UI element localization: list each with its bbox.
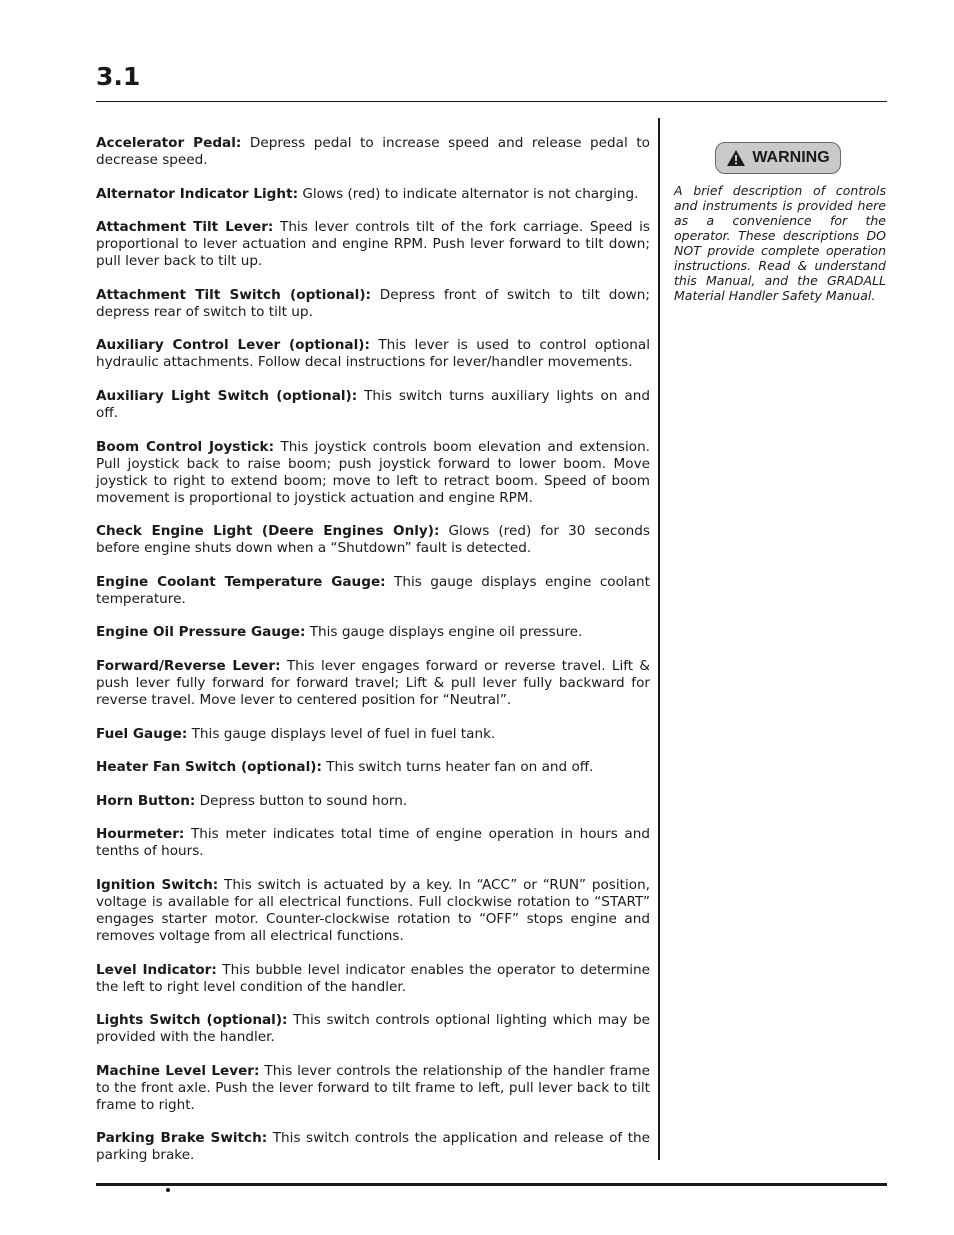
control-entry-boom-control-joystick bbox=[96, 439, 650, 507]
control-term: Auxiliary Light Switch (optional): bbox=[96, 387, 358, 404]
control-desc: Depress button to sound horn. bbox=[199, 792, 408, 809]
control-term: Machine Level Lever: bbox=[96, 1062, 260, 1079]
footer-dot bbox=[166, 1188, 170, 1192]
control-entry-heater-fan-switch bbox=[96, 759, 650, 776]
control-desc: Depress front of switch to tilt down; depress rear of switch to tilt up. bbox=[96, 286, 650, 320]
control-term: Attachment Tilt Switch (optional): bbox=[96, 286, 371, 303]
control-term: Horn Button: bbox=[96, 792, 196, 809]
control-term: Hourmeter: bbox=[96, 826, 185, 843]
control-entry-auxiliary-control-lever bbox=[96, 337, 650, 371]
warning-triangle-icon bbox=[726, 149, 746, 167]
control-term: Lights Switch (optional): bbox=[96, 1012, 288, 1029]
control-term: Boom Control Joystick: bbox=[96, 438, 275, 455]
control-term: Ignition Switch: bbox=[96, 876, 219, 893]
header-rule bbox=[96, 101, 887, 102]
warning-label: WARNING bbox=[752, 149, 830, 166]
control-entry-auxiliary-light-switch bbox=[96, 388, 650, 422]
control-term: Attachment Tilt Lever: bbox=[96, 219, 274, 236]
control-term: Alternator Indicator Light: bbox=[96, 185, 299, 202]
control-desc: This switch turns heater fan on and off. bbox=[326, 759, 594, 776]
control-desc: This switch turns auxiliary lights on and off. bbox=[96, 387, 650, 421]
control-term: Heater Fan Switch (optional): bbox=[96, 759, 322, 776]
control-desc: This lever is used to control optional hydraulic attachments. Follow decal instructions for lever/handler movements. bbox=[96, 337, 651, 371]
warning-badge bbox=[715, 142, 841, 174]
control-term: Check Engine Light (Deere Engines Only): bbox=[96, 523, 440, 540]
section-number: 3.1 bbox=[96, 62, 141, 91]
control-entry-fuel-gauge bbox=[96, 726, 650, 743]
sidebar bbox=[674, 142, 886, 303]
control-term: Forward/Reverse Lever: bbox=[96, 657, 281, 674]
column-divider bbox=[658, 118, 660, 1160]
control-term: Level Indicator: bbox=[96, 961, 217, 978]
control-desc: This lever engages forward or reverse travel. Lift & push lever fully forward for forward travel; Lift & pull lever fully backward for reverse travel. Move lever to centered position for “Neutral”. bbox=[96, 657, 651, 708]
control-term: Parking Brake Switch: bbox=[96, 1130, 268, 1147]
control-desc: This lever controls tilt of the fork carriage. Speed is proportional to lever actuation and engine RPM. Push lever forward to tilt down; pull lever back to tilt up. bbox=[96, 219, 650, 270]
controls-list bbox=[96, 135, 650, 1181]
control-desc: Glows (red) for 30 seconds before engine shuts down when a “Shutdown” fault is detected. bbox=[96, 523, 650, 557]
control-term: Accelerator Pedal: bbox=[96, 135, 242, 151]
control-desc: This bubble level indicator enables the operator to determine the left to right level condition of the handler. bbox=[96, 961, 650, 995]
control-entry-attachment-tilt-lever bbox=[96, 219, 650, 270]
control-entry-accelerator-pedal bbox=[96, 135, 650, 169]
control-desc: This switch controls optional lighting which may be provided with the handler. bbox=[96, 1012, 651, 1046]
warning-note: A brief description of controls and instruments is provided here as a convenience for the operator. These descriptions DO NOT provide complete operation instructions. Read & understand this Manual, and the GRADALL Material Handler Safety Manual. bbox=[674, 183, 886, 303]
control-desc: Glows (red) to indicate alternator is not charging. bbox=[302, 185, 639, 202]
control-entry-attachment-tilt-switch bbox=[96, 287, 650, 321]
control-desc: This switch controls the application and release of the parking brake. bbox=[96, 1130, 650, 1164]
control-desc: Depress pedal to increase speed and release pedal to decrease speed. bbox=[96, 135, 650, 168]
control-entry-check-engine-light bbox=[96, 523, 650, 557]
control-desc: This gauge displays engine oil pressure. bbox=[309, 624, 583, 641]
control-entry-hourmeter bbox=[96, 826, 650, 860]
control-entry-machine-level-lever bbox=[96, 1063, 650, 1114]
control-term: Engine Coolant Temperature Gauge: bbox=[96, 573, 386, 590]
control-desc: This gauge displays engine coolant temperature. bbox=[96, 573, 650, 607]
control-entry-ignition-switch bbox=[96, 877, 650, 945]
control-term: Fuel Gauge: bbox=[96, 725, 188, 742]
control-desc: This joystick controls boom elevation and extension. Pull joystick back to raise boom; push joystick forward to lower boom. Move joystick to right to extend boom; move to left to retract boom. Speed of boom movement is proportional to joystick actuation and engine RPM. bbox=[96, 438, 651, 506]
control-desc: This lever controls the relationship of the handler frame to the front axle. Push the lever forward to tilt frame to left, pull lever back to tilt frame to right. bbox=[96, 1062, 650, 1113]
control-entry-alternator-indicator-light bbox=[96, 186, 650, 203]
control-desc: This meter indicates total time of engine operation in hours and tenths of hours. bbox=[96, 826, 650, 860]
control-entry-forward-reverse-lever bbox=[96, 658, 650, 709]
control-entry-level-indicator bbox=[96, 962, 650, 996]
control-entry-horn-button bbox=[96, 793, 650, 810]
control-desc: This gauge displays level of fuel in fuel tank. bbox=[191, 725, 496, 742]
footer-rule bbox=[96, 1183, 887, 1186]
control-entry-engine-coolant-temperature-gauge bbox=[96, 574, 650, 608]
control-term: Engine Oil Pressure Gauge: bbox=[96, 624, 306, 641]
control-entry-lights-switch bbox=[96, 1012, 650, 1046]
control-desc: This switch is actuated by a key. In “ACC” or “RUN” position, voltage is available for all electrical functions. Full clockwise rotation to “START” engages starter motor. Counter-clockwise rotation to “OFF” stops engine and removes voltage from all electrical functions. bbox=[96, 876, 651, 944]
control-entry-parking-brake-switch bbox=[96, 1130, 650, 1164]
control-term: Auxiliary Control Lever (optional): bbox=[96, 337, 370, 354]
control-entry-engine-oil-pressure-gauge bbox=[96, 624, 650, 641]
